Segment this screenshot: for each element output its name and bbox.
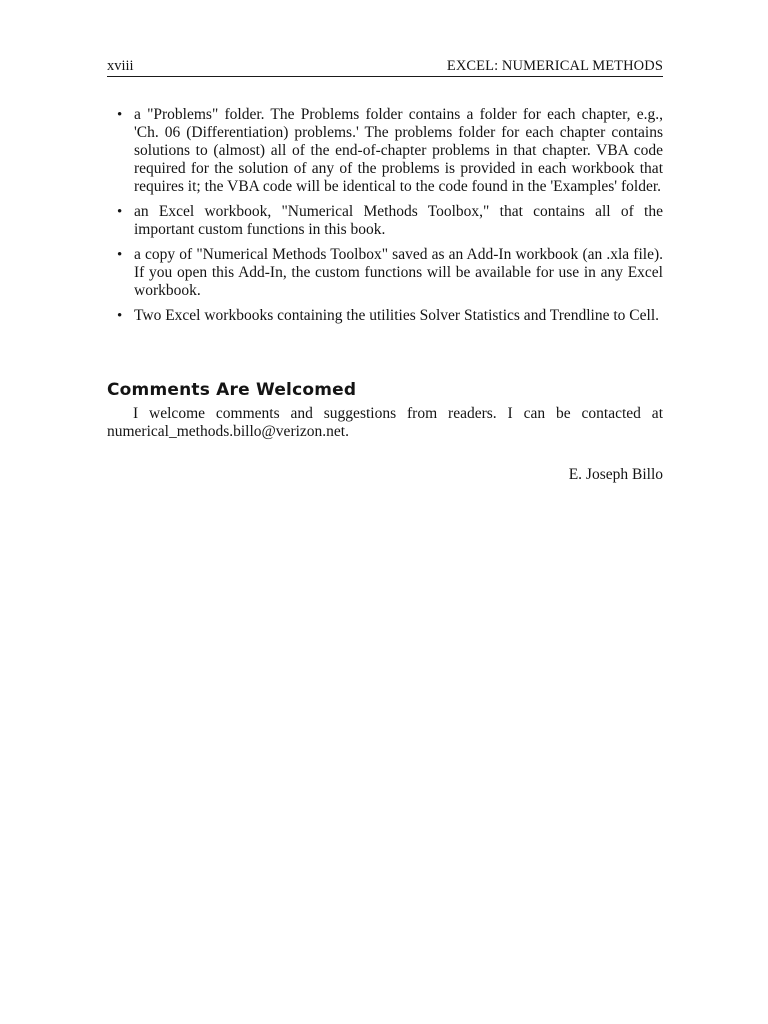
contact-email: numerical_methods.billo@verizon.net. (107, 423, 349, 440)
comments-text: I welcome comments and suggestions from readers. I can be contacted at (133, 405, 663, 422)
bullet-item-problems-folder (117, 106, 663, 196)
bullet-item-utility-workbooks (117, 307, 663, 325)
bullet-item-addin-copy (117, 246, 663, 300)
contents-bullet-list (117, 106, 663, 325)
book-title: EXCEL: NUMERICAL METHODS (446, 58, 663, 74)
section-heading: Comments Are Welcomed (107, 380, 357, 400)
bullet-item-toolbox-workbook (117, 203, 663, 239)
bullet-marker: • (117, 204, 123, 220)
bullet-text: an Excel workbook, "Numerical Methods Toolbox," that contains all of the important custom functions in this book. (134, 203, 663, 238)
author-signature: E. Joseph Billo (568, 466, 663, 483)
bullet-text: a copy of "Numerical Methods Toolbox" saved as an Add-In workbook (an .xla file). If you open this Add-In, the custom functions will be available for use in any Excel workbook. (134, 246, 663, 299)
bullet-marker: • (117, 247, 123, 263)
page-number: xviii (107, 58, 134, 74)
comments-paragraph (107, 405, 663, 441)
bullet-text: a "Problems" folder. The Problems folder contains a folder for each chapter, e.g., 'Ch. 06 (Differentiation) problems.' The problems folder for each chapter contains solutions to (almost) all of the end-of-chapter problems in that chapter. VBA code required for the solution of any of the problems is provided in each workbook that requires it; the VBA code will be identical to the code found in the 'Examples' folder. (134, 106, 663, 195)
bullet-marker: • (117, 308, 123, 324)
bullet-text: Two Excel workbooks containing the utilities Solver Statistics and Trendline to Cell. (134, 307, 660, 324)
running-head (107, 56, 663, 77)
bullet-marker: • (117, 107, 123, 123)
